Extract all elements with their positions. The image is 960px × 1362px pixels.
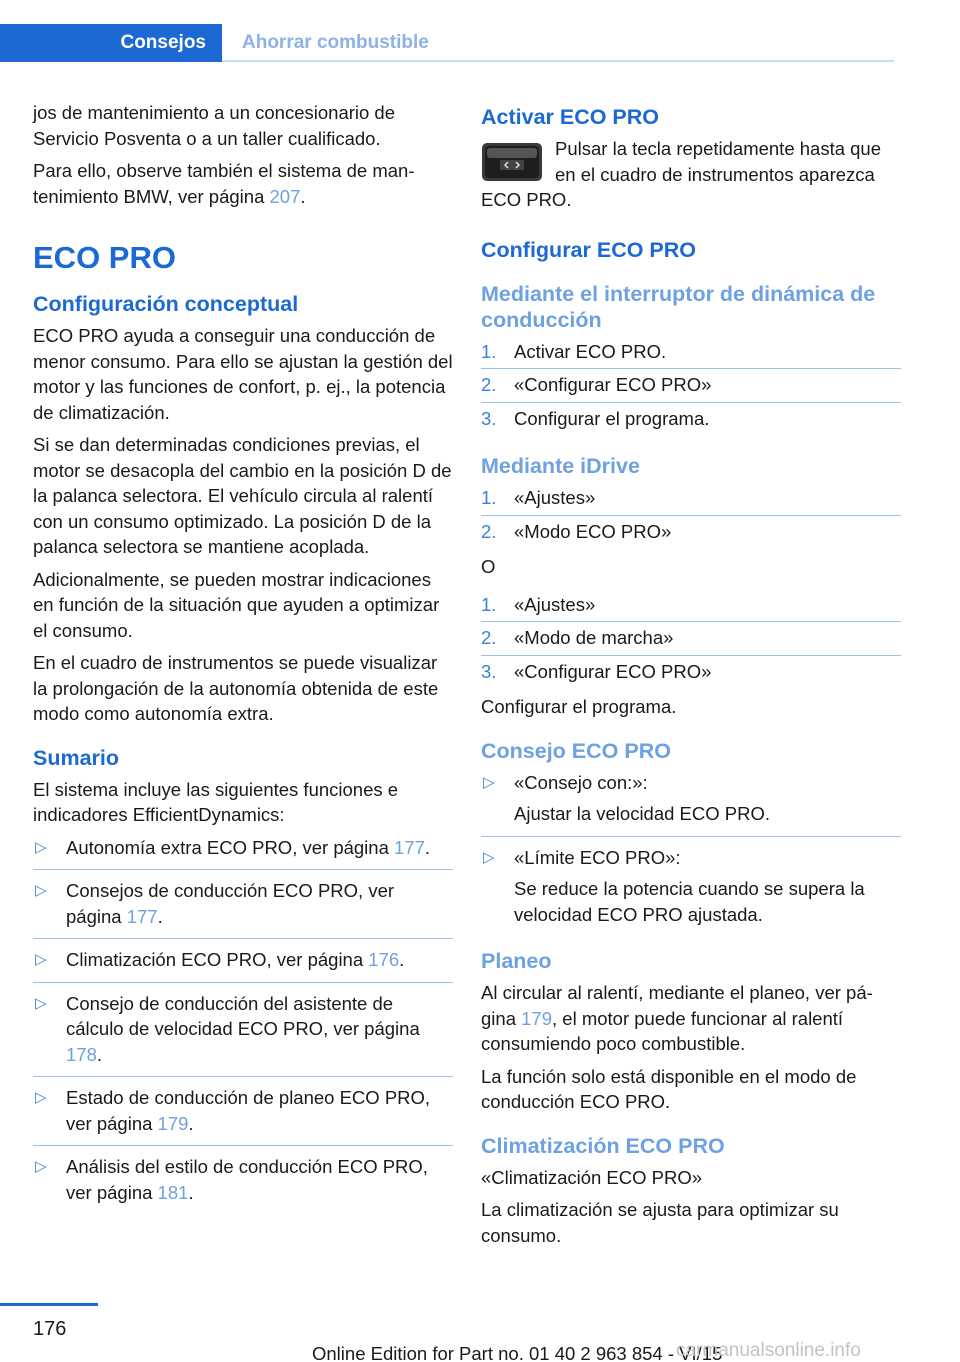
- triangle-bullet-icon: ▷: [35, 1158, 47, 1175]
- text: Estado de conducción de planeo ECO PRO, ver página: [66, 1087, 431, 1134]
- subsection-title-activar: Activar ECO PRO: [481, 105, 660, 129]
- list-item: [33, 1085, 453, 1146]
- page-link[interactable]: 179: [157, 1112, 189, 1134]
- triangle-bullet-icon: ▷: [35, 1089, 47, 1106]
- list-item: [481, 659, 901, 689]
- section-tab[interactable]: Ahorrar combustible: [242, 32, 429, 53]
- text: «Ajustes»: [514, 593, 596, 615]
- step-number: 3.: [481, 407, 497, 429]
- subsection-title-config: Configuración conceptual: [33, 292, 299, 316]
- heading-consejo: Consejo ECO PRO: [481, 738, 671, 763]
- list-item: [481, 592, 901, 623]
- section-title: ECO PRO: [33, 240, 176, 275]
- steps-interruptor: [481, 339, 901, 436]
- clima-paragraph-2: La climatización se ajusta para optimizar su consumo.: [481, 1199, 839, 1246]
- text: .: [188, 1112, 194, 1134]
- page-link[interactable]: 176: [368, 949, 400, 970]
- text: .: [157, 905, 163, 927]
- idrive-after-paragraph: Configurar el programa.: [481, 696, 677, 717]
- triangle-bullet-icon: ▷: [35, 882, 47, 899]
- triangle-bullet-icon: ▷: [35, 838, 47, 856]
- config-paragraph-1: ECO PRO ayuda a conseguir una conducción de menor consumo. Para ello se ajustan la gestión del motor y las funciones de confort, p. ej., la potencia de climatización.: [33, 325, 453, 423]
- step-number: 2.: [481, 374, 497, 395]
- text: .: [96, 1043, 103, 1065]
- text: «Ajustes»: [514, 487, 596, 508]
- list-item: [33, 878, 453, 939]
- step-number: 2.: [481, 520, 497, 542]
- text: Análisis del estilo de conducción ECO PRO, ver página: [66, 1156, 428, 1203]
- config-paragraph-4: En el cuadro de instrumentos se puede visualizar la prolongación de la autonomía obtenida de este modo como autonomía extra.: [33, 652, 439, 724]
- text: «Límite ECO PRO»:: [514, 846, 681, 868]
- planeo-paragraph-1: [481, 980, 901, 1057]
- triangle-bullet-icon: ▷: [483, 773, 495, 791]
- list-item: [33, 947, 453, 983]
- triangle-bullet-icon: ▷: [35, 951, 47, 968]
- clima-paragraph-1: «Climatización ECO PRO»: [481, 1166, 703, 1188]
- subsection-title-sumario: Sumario: [33, 745, 120, 770]
- heading-interruptor: Mediante el interruptor de dinámica de conducción: [481, 281, 876, 332]
- page-link[interactable]: 177: [394, 836, 425, 858]
- page-link[interactable]: 178: [66, 1043, 97, 1065]
- heading-climatizacion: Climatización ECO PRO: [481, 1133, 725, 1158]
- step-number: 3.: [481, 660, 497, 682]
- page-link[interactable]: 207: [269, 185, 301, 207]
- config-paragraph-3: Adicionalmente, se pueden mostrar indicaciones en función de la situación que ayuden a optimizar el consumo.: [33, 568, 440, 641]
- list-item: [481, 770, 901, 837]
- list-item: [481, 372, 901, 403]
- page-link[interactable]: 177: [126, 905, 158, 927]
- triangle-bullet-icon: ▷: [483, 848, 495, 866]
- text: «Configurar ECO PRO»: [514, 660, 712, 682]
- text: Ajustar la velocidad ECO PRO.: [514, 803, 771, 824]
- text: , el motor puede funcionar al ralentí consumiendo poco combustible.: [481, 1007, 844, 1054]
- text: «Modo ECO PRO»: [514, 520, 672, 542]
- heading-idrive: Mediante iDrive: [481, 454, 640, 478]
- list-item: [481, 625, 901, 656]
- chapter-tab[interactable]: Consejos: [0, 24, 222, 62]
- text: Climatización ECO PRO, ver página: [66, 949, 369, 970]
- consejo-list: [481, 770, 901, 937]
- list-item: [481, 406, 901, 436]
- steps-idrive-b: [481, 592, 901, 689]
- step-number: 1.: [481, 340, 497, 362]
- text: .: [399, 949, 405, 970]
- text: «Consejo con:»:: [514, 771, 648, 793]
- text: Consejos de conducción ECO PRO, ver página: [66, 880, 395, 927]
- intro-paragraph-1: jos de mantenimiento a un concesionario de Servicio Posventa o a un taller cualificado.: [33, 102, 396, 149]
- planeo-paragraph-2: La función solo está disponible en el modo de conducción ECO PRO.: [481, 1065, 857, 1112]
- list-item: [33, 991, 453, 1078]
- text: Activar ECO PRO.: [514, 340, 667, 362]
- step-number: 1.: [481, 593, 497, 615]
- list-item: [481, 339, 901, 370]
- config-paragraph-2: Si se dan determinadas condiciones previas, el motor se desacopla del cambio en la posición D de la palanca selectora. El vehículo circula al ralentí con un consumo optimizado. La posición D de la palanca selectora se mantiene acoplada.: [33, 434, 452, 557]
- text: «Configurar ECO PRO»: [514, 374, 712, 395]
- text: Al circular al ralentí, mediante el planeo, ver página: [481, 982, 873, 1029]
- sumario-list: [33, 835, 453, 1215]
- heading-planeo: Planeo: [481, 949, 552, 973]
- list-item: [481, 485, 901, 516]
- edition-text: Online Edition for Part no. 01 40 2 963 854 - VI/15: [312, 1343, 723, 1362]
- triangle-bullet-icon: ▷: [35, 994, 47, 1012]
- list-item: [481, 845, 901, 937]
- steps-idrive-a: [481, 485, 901, 548]
- activar-block: [481, 136, 901, 213]
- intro-paragraph-2: [33, 158, 453, 209]
- header-divider: [222, 60, 894, 62]
- activar-paragraph: Pulsar la tecla repetidamente hasta que en el cuadro de instrumentos aparezca ECO PRO.: [481, 138, 882, 210]
- text: Consejo de conducción del asistente de cálculo de velocidad ECO PRO, ver página: [66, 992, 420, 1039]
- watermark: carmanualsonline.info: [676, 1340, 861, 1361]
- text: Configurar el programa.: [514, 407, 710, 429]
- text: «Modo de marcha»: [514, 627, 674, 648]
- list-item: [33, 835, 453, 871]
- page-number: 176: [33, 1318, 67, 1340]
- page-link[interactable]: 181: [157, 1181, 189, 1203]
- eco-pro-button-icon: [481, 142, 543, 182]
- left-column: [33, 100, 453, 1222]
- list-item: [481, 519, 901, 549]
- footer-accent-line: [0, 1303, 98, 1306]
- text: Para ello, observe también el sistema de mantenimiento BMW, ver página: [33, 160, 415, 207]
- page-link[interactable]: 179: [521, 1007, 552, 1029]
- text: Autonomía extra ECO PRO, ver página: [66, 836, 395, 858]
- text: .: [300, 185, 306, 207]
- step-number: 2.: [481, 627, 497, 648]
- subsection-title-configurar: Configurar ECO PRO: [481, 237, 697, 262]
- text: Se reduce la potencia cuando se supera la velocidad ECO PRO ajustada.: [514, 878, 865, 925]
- list-item: [33, 1154, 453, 1214]
- step-number: 1.: [481, 487, 497, 508]
- right-column: [481, 100, 901, 1255]
- or-text: O: [481, 556, 496, 577]
- text: .: [188, 1181, 194, 1203]
- page-header: [0, 0, 960, 64]
- sumario-paragraph: El sistema incluye las siguientes funciones e indicadores EfficientDynamics:: [33, 778, 399, 825]
- text: .: [424, 836, 431, 858]
